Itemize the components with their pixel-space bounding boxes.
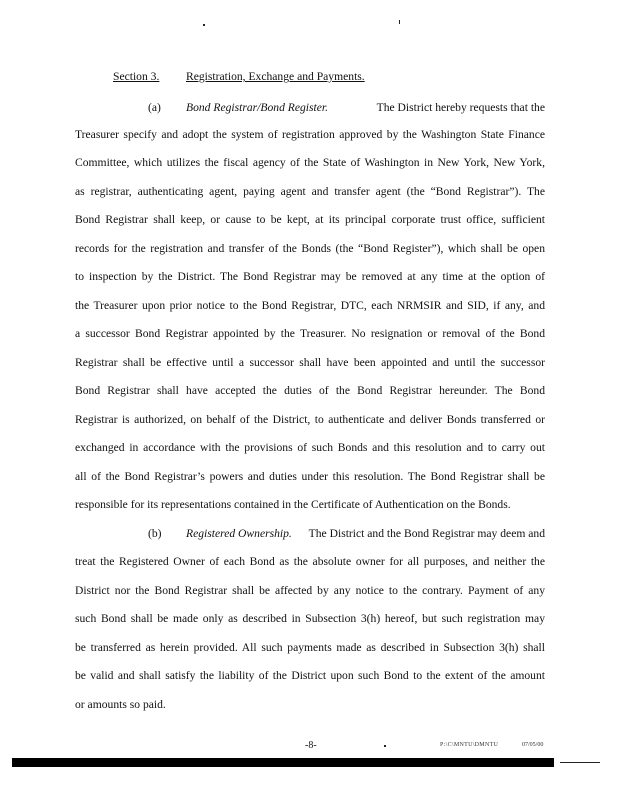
paragraph-a-line: all of the Bond Registrar’s powers and duties under this resolution. The Bond Registrar shall be bbox=[75, 470, 545, 483]
paragraph-b-line: treat the Registered Owner of each Bond as the absolute owner for all purposes, and neither the bbox=[75, 555, 545, 568]
scan-border-bar bbox=[12, 758, 554, 767]
section-number: Section 3. bbox=[113, 70, 160, 83]
paragraph-a-line: Treasurer specify and adopt the system of registration approved by the Washington State Finance bbox=[75, 128, 545, 141]
paragraph-a-line: as registrar, authenticating agent, paying agent and transfer agent (the “Bond Registrar”). The bbox=[75, 185, 545, 198]
paragraph-a-line: a successor Bond Registrar appointed by the Treasurer. No resignation or removal of the Bond bbox=[75, 327, 545, 340]
page-number: -8- bbox=[305, 740, 317, 751]
paragraph-a-line: records for the registration and transfer of the Bonds (the “Bond Register”), which shall be open bbox=[75, 242, 545, 255]
paragraph-a-line: Bond Registrar shall have accepted the duties of the Bond Registrar hereunder. The Bond bbox=[75, 384, 545, 397]
paragraph-a-first-line: The District hereby requests that the bbox=[376, 101, 545, 114]
paragraph-a-line: Registrar shall be effective until a successor shall have been appointed and until the successor bbox=[75, 356, 545, 369]
paragraph-a-line: responsible for its representations contained in the Certificate of Authentication on the Bonds. bbox=[75, 498, 511, 511]
paragraph-a-line: the Treasurer upon prior notice to the Bond Registrar, DTC, each NRMSIR and SID, if any, and bbox=[75, 299, 545, 312]
paragraph-a-line: Registrar is authorized, on behalf of the District, to authenticate and deliver Bonds transferred or bbox=[75, 413, 545, 426]
paragraph-b-line: District nor the Bond Registrar shall be affected by any notice to the contrary. Payment of any bbox=[75, 584, 545, 597]
paragraph-a-label: (a) bbox=[148, 101, 161, 114]
scan-speck bbox=[560, 762, 600, 763]
paragraph-a-line: to inspection by the District. The Bond Registrar may be removed at any time at the option of bbox=[75, 270, 545, 283]
section-heading bbox=[113, 70, 365, 83]
document-date: 07/05/00 bbox=[522, 742, 544, 748]
document-code: P:\C\MNTU\DMNTU bbox=[440, 742, 499, 748]
paragraph-a-line: Bond Registrar shall keep, or cause to be kept, at its principal corporate trust office, sufficient bbox=[75, 213, 545, 226]
paragraph-b-line: such Bond shall be made only as described in Subsection 3(h) hereof, but such registration may bbox=[75, 612, 545, 625]
paragraph-a-title: Bond Registrar/Bond Register. bbox=[186, 101, 329, 114]
paragraph-b-line: be valid and shall satisfy the liability of the District upon such Bond to the extent of the amount bbox=[75, 669, 545, 682]
paragraph-a-line: Committee, which utilizes the fiscal agency of the State of Washington in New York, New York, bbox=[75, 156, 545, 169]
scan-speck bbox=[203, 24, 205, 26]
scan-speck bbox=[399, 20, 400, 24]
scan-speck bbox=[384, 745, 386, 747]
paragraph-b-title: Registered Ownership. bbox=[186, 527, 292, 540]
section-title: Registration, Exchange and Payments. bbox=[186, 70, 365, 83]
paragraph-b-line: or amounts so paid. bbox=[75, 698, 166, 711]
paragraph-b-label: (b) bbox=[148, 527, 162, 540]
paragraph-b-line: be transferred as herein provided. All such payments made as described in Subsection 3(h) shall bbox=[75, 641, 545, 654]
paragraph-b-first-line: The District and the Bond Registrar may deem and bbox=[308, 527, 545, 540]
paragraph-a-line: exchanged in accordance with the provisions of such Bonds and this resolution and to carry out bbox=[75, 441, 545, 454]
